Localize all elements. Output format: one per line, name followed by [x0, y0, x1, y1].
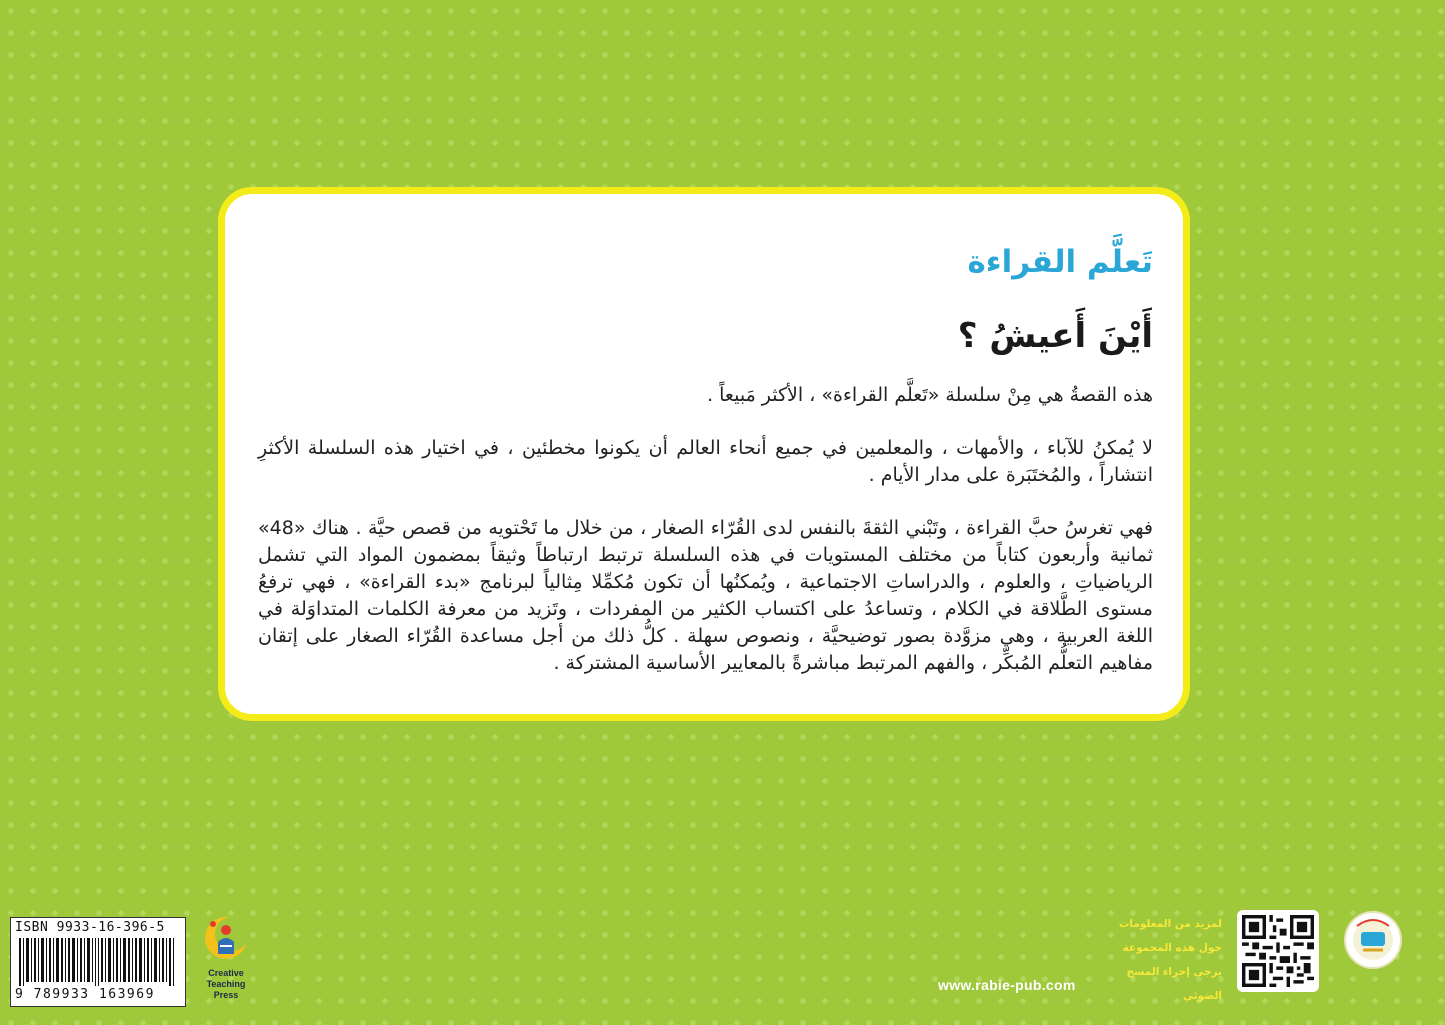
series-title: تَعلَّم القراءة [967, 244, 1153, 280]
isbn-label: ISBN 9933-16-396-5 [15, 920, 165, 935]
barcode-icon [17, 938, 179, 986]
creative-teaching-press-logo [196, 912, 256, 1022]
back-cover-card [218, 187, 1190, 721]
qr-pattern [1242, 915, 1314, 987]
quality-badge-icon [1343, 910, 1403, 970]
book-title: أَيْنَ أَعيشُ ؟ [957, 316, 1153, 356]
description-paragraph: فهي تغرسُ حبَّ القراءة ، وتَبْني الثقةَ بالنفس لدى القُرّاء الصغار ، من خلال ما تَحْتويه من قصص حيَّة . هناك «48» ثمانية وأربعون كتاباً من مختلف المستويات في هذه السلسلة ترتبط ارتباطاً وثيقاً بمضمون المواد التي تشمل الرياضياتِ ، والعلوم ، والدراساتِ الاجتماعية ، ويُمكنُها أن تكون مُكمِّلا مِثالياً لبرنامج «بدء القراءة» ، فهي ترفعُ مستوى الطَّلاقة في الكلام ، وتساعدُ على اكتساب الكثير من المفردات ، وتَزيد من معرفة الكلمات المتداوَلة في اللغة العربية ، وهي مزوَّدة بصور توضيحيَّة ، ونصوص سهلة . كلُّ ذلك من أجل مساعدة القُرّاء الصغار على إتقان مفاهيم التعلُّم المُبكِّر ، والفهم المرتبط مباشرةً بالمعايير الأساسية المشتركة . [258, 517, 1153, 674]
publisher-emblem-icon [204, 912, 248, 964]
website-link[interactable]: www.rabie-pub.com [938, 977, 1076, 993]
description-paragraph: هذه القصةُ هي مِنْ سلسلة «تَعلَّم القراءة» ، الأكثر مَبيعاً . [707, 384, 1153, 406]
barcode-digits: 9 789933 163969 [15, 987, 155, 1002]
description-paragraph: لا يُمكنُ للآباء ، والأمهات ، والمعلمين في جميع أنحاء العالم أن يكونوا مخطئين ، في اختيار هذه السلسلة الأكثرِ انتشاراً ، والمُختَبَرة على مدار الأيام . [258, 437, 1153, 486]
qr-code-icon[interactable] [1237, 910, 1319, 992]
badge-emblem [1343, 910, 1403, 970]
description [258, 382, 1153, 703]
publisher-name: Creative Teaching Press [206, 968, 246, 1000]
qr-info-text: لمزيد من المعلومات حول هذه المجموعة يرجى إجراء المسح الضوئي [1118, 918, 1222, 1002]
barcode [10, 917, 186, 1007]
